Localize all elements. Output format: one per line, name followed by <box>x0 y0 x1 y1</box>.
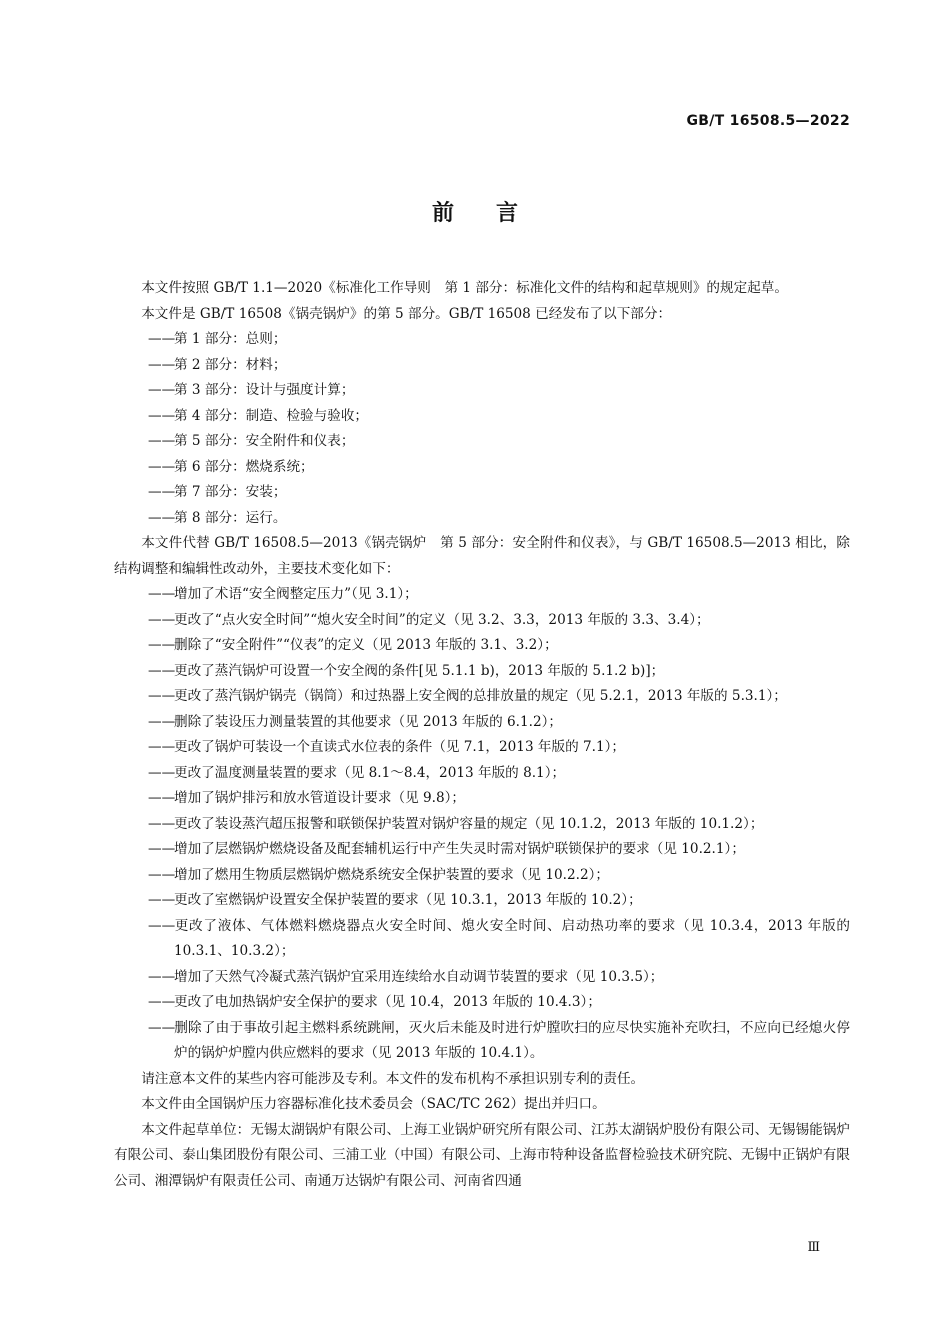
part-list-item <box>114 506 850 532</box>
parts-list <box>114 327 850 531</box>
list-item-text: 删除了由于事故引起主燃料系统跳闸，灭火后未能及时进行炉膛吹扫的应尽快实施补充吹扫，不应向已经熄火停炉的锅炉炉膛内供应燃料的要求（见 2013 年版的 10.4.1）。 <box>174 1019 850 1061</box>
list-dash: —— <box>148 841 176 857</box>
list-item-text: 更改了电加热锅炉安全保护的要求（见 10.4，2013 年版的 10.4.3）； <box>174 994 601 1010</box>
list-dash: —— <box>148 917 176 934</box>
list-dash: —— <box>148 815 176 832</box>
part-list-item <box>114 353 850 379</box>
list-item-text: 第 2 部分：材料； <box>174 356 287 373</box>
list-item-text: 第 1 部分：总则； <box>174 331 287 347</box>
change-list-item <box>114 582 850 608</box>
list-dash: —— <box>148 866 176 883</box>
paragraph-drafters: 本文件起草单位：无锡太湖锅炉有限公司、上海工业锅炉研究所有限公司、江苏太湖锅炉股份有限公司、无锡锡能锅炉有限公司、泰山集团股份有限公司、三浦工业（中国）有限公司、上海市特种设备监督检验技术研究院、无锡中正锅炉有限公司、湘潭锅炉有限责任公司、南通万达锅炉有限公司、河南省四通 <box>114 1121 850 1189</box>
change-list-item <box>114 633 850 659</box>
change-list-item <box>114 659 850 685</box>
list-item-text: 增加了层燃锅炉燃烧设备及配套辅机运行中产生失灵时需对锅炉联锁保护的要求（见 10.2.1）； <box>174 841 745 857</box>
change-list-item <box>114 1016 850 1067</box>
changes-list <box>114 582 850 1067</box>
change-list-item <box>114 837 850 863</box>
list-dash: —— <box>148 356 176 373</box>
list-dash: —— <box>148 484 176 500</box>
list-item-text: 更改了“点火安全时间”“熄火安全时间”的定义（见 3.2、3.3，2013 年版的 3.3、3.4）； <box>174 611 710 628</box>
paragraph-committee: 本文件由全国锅炉压力容器标准化技术委员会（SAC/TC 262）提出并归口。 <box>141 1096 606 1112</box>
list-dash: —— <box>148 1019 176 1036</box>
list-item-text: 增加了锅炉排污和放水管道设计要求（见 9.8）； <box>174 790 466 806</box>
list-item-text: 第 5 部分：安全附件和仪表； <box>174 433 355 449</box>
part-list-item <box>114 327 850 353</box>
list-dash: —— <box>148 713 176 730</box>
change-list-item <box>114 812 850 838</box>
paragraph-replace: 本文件代替 GB/T 16508.5—2013《锅壳锅炉 第 5 部分：安全附件和仪表》，与 GB/T 16508.5—2013 相比，除结构调整和编辑性改动外，主要技术变化如下： <box>114 535 850 577</box>
list-item-text: 增加了术语“安全阀整定压力”（见 3.1）； <box>174 586 418 602</box>
page-title: 前言 <box>431 201 560 226</box>
list-dash: —— <box>148 994 176 1010</box>
paragraph-intro-1: 本文件按照 GB/T 1.1—2020《标准化工作导则 第 1 部分：标准化文件的结构和起草规则》的规定起草。 <box>141 280 788 296</box>
change-list-item <box>114 990 850 1016</box>
change-list-item <box>114 710 850 736</box>
list-dash: —— <box>148 892 176 908</box>
change-list-item <box>114 914 850 965</box>
part-list-item <box>114 404 850 430</box>
list-dash: —— <box>148 790 176 806</box>
change-list-item <box>114 761 850 787</box>
list-dash: —— <box>148 968 176 985</box>
list-item-text: 增加了燃用生物质层燃锅炉燃烧系统安全保护装置的要求（见 10.2.2）； <box>174 866 609 883</box>
page-number: Ⅲ <box>807 1240 820 1255</box>
list-item-text: 增加了天然气冷凝式蒸汽锅炉宜采用连续给水自动调节装置的要求（见 10.3.5）； <box>174 968 664 985</box>
list-item-text: 第 8 部分：运行。 <box>174 509 287 526</box>
list-item-text: 删除了“安全附件”“仪表”的定义（见 2013 年版的 3.1、3.2）； <box>174 637 558 653</box>
list-dash: —— <box>148 331 176 347</box>
list-dash: —— <box>148 662 176 679</box>
list-item-text: 更改了蒸汽锅炉锅壳（锅筒）和过热器上安全阀的总排放量的规定（见 5.2.1，2013 年版的 5.3.1）； <box>174 688 787 704</box>
list-item-text: 更改了液体、气体燃料燃烧器点火安全时间、熄火安全时间、启动热功率的要求（见 10.3.4，2013 年版的 10.3.1、10.3.2）； <box>174 917 850 959</box>
list-item-text: 更改了蒸汽锅炉可设置一个安全阀的条件[见 5.1.1 b)，2013 年版的 5.1.2 b)]； <box>174 662 665 679</box>
list-dash: —— <box>148 382 176 398</box>
list-item-text: 更改了室燃锅炉设置安全保护装置的要求（见 10.3.1，2013 年版的 10.2）； <box>174 892 642 908</box>
list-item-text: 第 4 部分：制造、检验与验收； <box>174 407 369 424</box>
change-list-item <box>114 965 850 991</box>
change-list-item <box>114 684 850 710</box>
list-item-text: 更改了锅炉可装设一个直读式水位表的条件（见 7.1，2013 年版的 7.1）； <box>174 739 626 755</box>
standard-code: GB/T 16508.5—2022 <box>686 113 850 129</box>
list-item-text: 第 3 部分：设计与强度计算； <box>174 382 355 398</box>
list-item-text: 第 6 部分：燃烧系统； <box>174 458 314 475</box>
part-list-item <box>114 378 850 404</box>
paragraph-patent: 请注意本文件的某些内容可能涉及专利。本文件的发布机构不承担识别专利的责任。 <box>141 1070 645 1087</box>
list-item-text: 更改了装设蒸汽超压报警和联锁保护装置对锅炉容量的规定（见 10.1.2，2013 年版的 10.1.2）； <box>174 815 764 832</box>
change-list-item <box>114 786 850 812</box>
document-body <box>114 276 850 1194</box>
list-item-text: 第 7 部分：安装； <box>174 484 287 500</box>
list-dash: —— <box>148 458 176 475</box>
part-list-item <box>114 480 850 506</box>
change-list-item <box>114 863 850 889</box>
list-dash: —— <box>148 764 176 781</box>
list-dash: —— <box>148 637 176 653</box>
list-dash: —— <box>148 688 176 704</box>
list-dash: —— <box>148 611 176 628</box>
list-dash: —— <box>148 509 176 526</box>
change-list-item <box>114 888 850 914</box>
part-list-item <box>114 429 850 455</box>
list-dash: —— <box>148 407 176 424</box>
list-dash: —— <box>148 586 176 602</box>
paragraph-intro-2: 本文件是 GB/T 16508《锅壳锅炉》的第 5 部分。GB/T 16508 已经发布了以下部分： <box>141 305 672 322</box>
list-item-text: 删除了装设压力测量装置的其他要求（见 2013 年版的 6.1.2）； <box>174 713 563 730</box>
list-item-text: 更改了温度测量装置的要求（见 8.1～8.4，2013 年版的 8.1）； <box>174 764 566 781</box>
part-list-item <box>114 455 850 481</box>
list-dash: —— <box>148 433 176 449</box>
change-list-item <box>114 608 850 634</box>
change-list-item <box>114 735 850 761</box>
list-dash: —— <box>148 739 176 755</box>
